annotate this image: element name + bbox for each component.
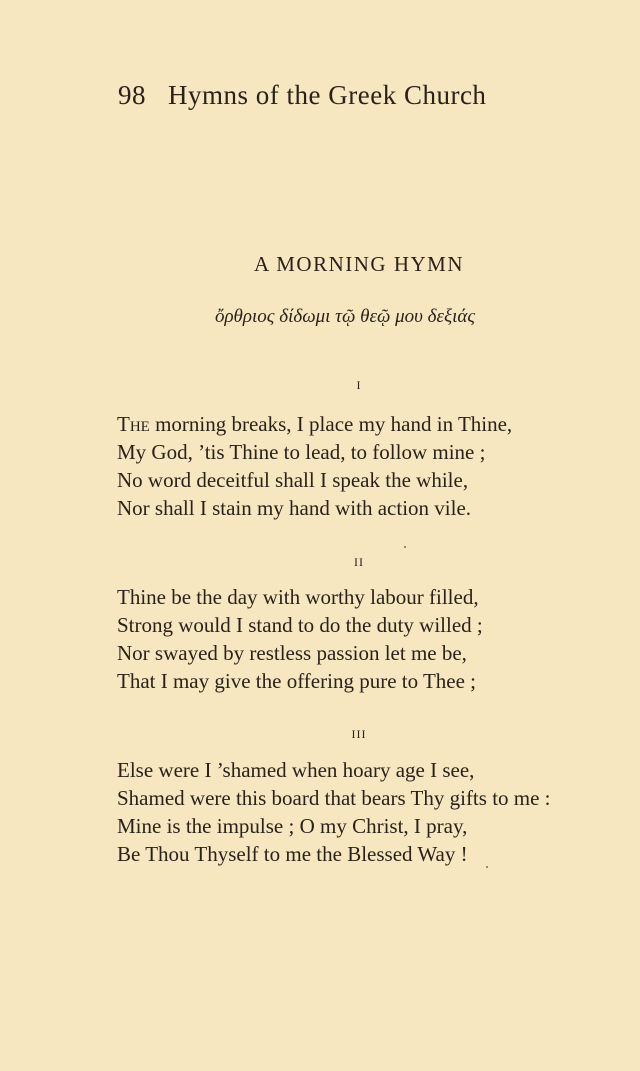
stanza-number: II xyxy=(354,555,364,569)
stanza xyxy=(117,583,483,695)
verse-line: My God, ’tis Thine to lead, to follow mine ; xyxy=(117,440,486,464)
stanza-number: I xyxy=(356,378,362,392)
verse-line: Else were I ’shamed when hoary age I see, xyxy=(117,758,475,782)
poem-title: A MORNING HYMN xyxy=(253,252,464,276)
verse-line: Thine be the day with worthy labour filled, xyxy=(117,585,479,609)
verse-line: No word deceitful shall I speak the while, xyxy=(117,468,469,492)
paper-speck xyxy=(404,546,406,548)
page-number: 98 xyxy=(118,80,146,110)
running-head xyxy=(118,80,486,111)
greek-epigraph: ὄρθριος δίδωμι τῷ θεῷ μου δεξιάς xyxy=(214,306,476,327)
verse-line: Strong would I stand to do the duty willed ; xyxy=(117,613,483,637)
verse-line-rest: morning breaks, I place my hand in Thine, xyxy=(149,412,513,436)
stanza xyxy=(117,410,512,522)
verse-line: Mine is the impulse ; O my Christ, I pray, xyxy=(117,814,468,838)
stanza-number: III xyxy=(351,727,367,741)
drop-word: The xyxy=(117,412,150,436)
verse-line-first xyxy=(117,410,512,438)
verse-line: That I may give the offering pure to Thee ; xyxy=(117,669,477,693)
stanza xyxy=(117,756,551,868)
verse-line: Be Thou Thyself to me the Blessed Way ! xyxy=(117,842,468,866)
running-title: Hymns of the Greek Church xyxy=(168,80,487,110)
verse-line: Nor swayed by restless passion let me be, xyxy=(117,641,467,665)
paper-speck xyxy=(486,866,488,868)
verse-line: Shamed were this board that bears Thy gifts to me : xyxy=(117,786,551,810)
verse-line: Nor shall I stain my hand with action vile. xyxy=(117,496,472,520)
